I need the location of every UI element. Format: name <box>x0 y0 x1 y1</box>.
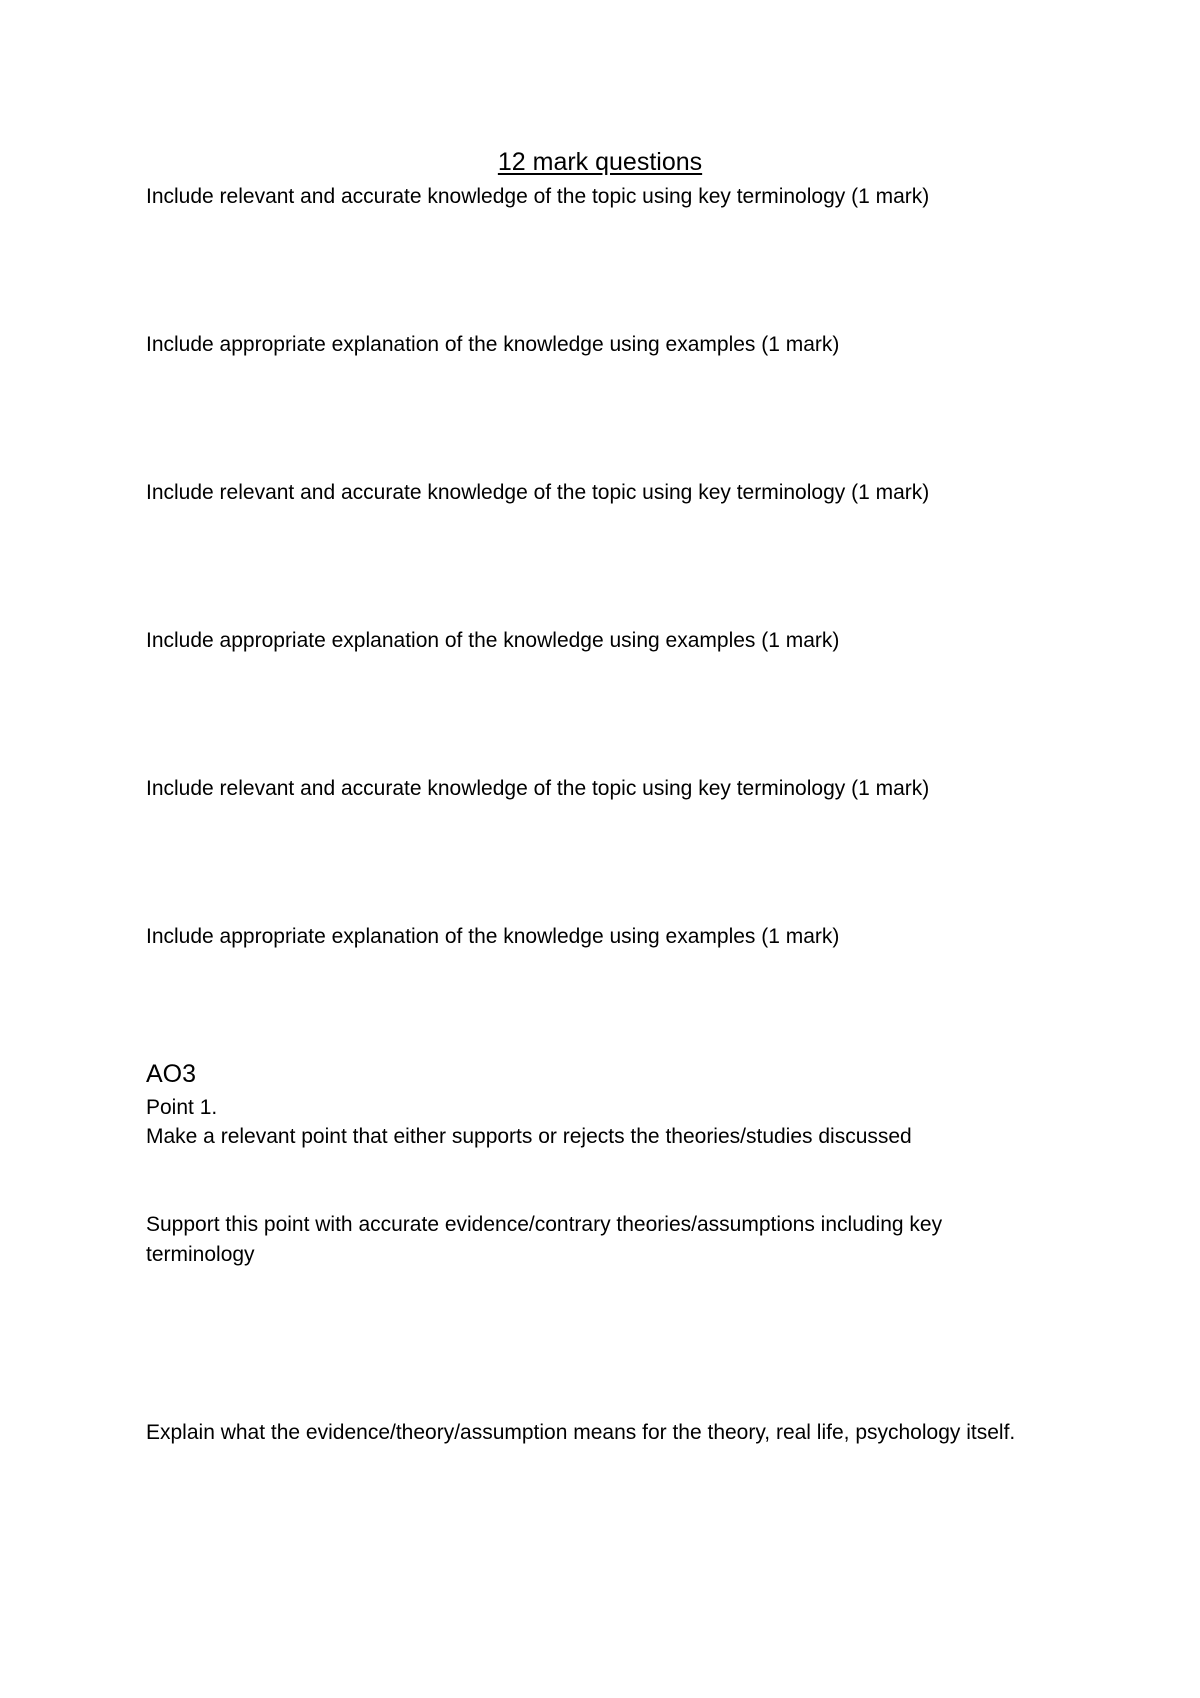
ao3-heading: AO3 <box>146 1060 197 1088</box>
ao3-point-text: Make a relevant point that either supports or rejects the theories/studies discussed <box>146 1125 912 1148</box>
ao1-line-knowledge-3: Include relevant and accurate knowledge of the topic using key terminology (1 mark) <box>146 777 930 800</box>
ao1-line-explanation-3: Include appropriate explanation of the knowledge using examples (1 mark) <box>146 925 840 948</box>
ao3-support-text: Support this point with accurate evidence/contrary theories/assumptions including key terminology <box>146 1213 943 1266</box>
ao1-line-knowledge-1: Include relevant and accurate knowledge of the topic using key terminology (1 mark) <box>146 185 930 208</box>
ao3-point-label: Point 1. <box>146 1096 218 1119</box>
ao1-line-explanation-1: Include appropriate explanation of the knowledge using examples (1 mark) <box>146 333 840 356</box>
ao3-explain-text: Explain what the evidence/theory/assumption means for the theory, real life, psychology itself. <box>146 1421 1016 1444</box>
page-title: 12 mark questions <box>497 148 703 176</box>
ao1-line-knowledge-2: Include relevant and accurate knowledge of the topic using key terminology (1 mark) <box>146 481 930 504</box>
ao1-line-explanation-2: Include appropriate explanation of the knowledge using examples (1 mark) <box>146 629 840 652</box>
